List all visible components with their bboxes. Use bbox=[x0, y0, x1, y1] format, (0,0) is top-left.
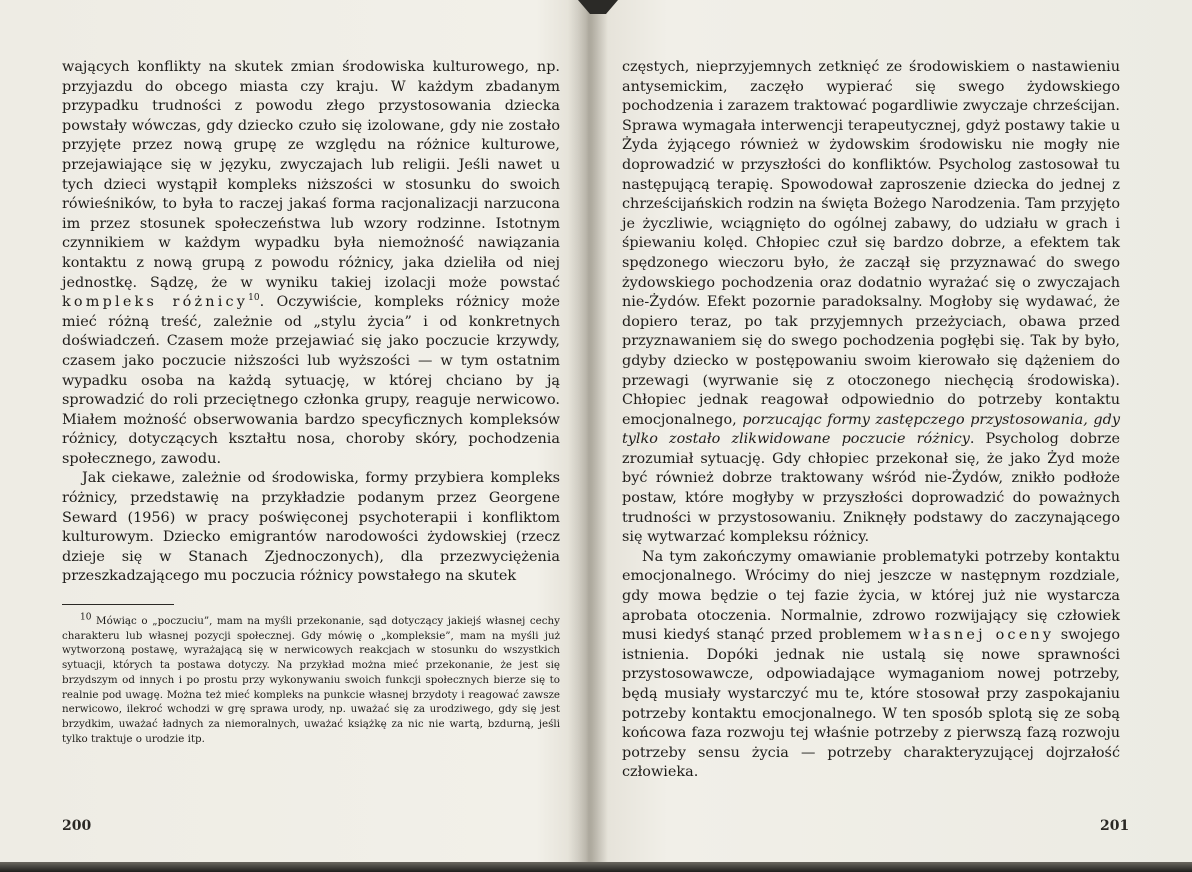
right-paragraph-1: częstych, nieprzyjemnych zetknięć ze środowiskiem o nastawieniu antysemickim, zaczęło wypierać się swego żydowskiego pochodzenia i zarazem traktować pogardliwie zwyczaje chrześcijan. Sprawa wymagała interwencji terapeutycznej, gdyż postawy takie u Żyda żyjącego również w żydowskim środowisku nie mogły nie doprowadzić w przyszłości do konfliktów. Psycholog zastosował tu następującą terapię. Spowodował zaproszenie dziecka do jednej z chrześcijańskich rodzin na święta Bożego Narodzenia. Tam przyjęto je życzliwie, wciągnięto do ogólnej zabawy, do udziału w grach i śpiewaniu kolęd. Chłopiec czuł się bardzo dobrze, a efektem tak spędzonego wieczoru było, że zaczął się przyznawać do swego żydowskiego pochodzenia oraz dodatnio wyrażać się o zwyczajach nie-Żydów. Efekt pozornie paradoksalny. Mogłoby się wydawać, że dopiero teraz, po tak przyjemnych przeżyciach, obawa przed przyznawaniem się do swego pochodzenia pogłębi się. Tak by było, gdyby dziecko w postępowaniu swoim kierowało się dążeniem do przewagi (wyrwanie się z otoczonego niechęcią środowiska). Chłopiec jednak reagował odpowiednio do potrzeby kontaktu emocjonalnego, porzucając formy zastępczego przystosowania, gdy tylko zostało zlikwidowane poczucie różnicy. Psycholog dobrze zrozumiał sytuację. Gdy chłopiec przekonał się, że jako Żyd może być również dobrze traktowany wśród nie-Żydów, znikło podłoże postaw, które mogłyby w przyszłości doprowadzić do poważnych trudności w przystosowaniu. Zniknęły podstawy do zaczynającego się wytwarzać kompleksu różnicy. bbox=[622, 59, 1121, 546]
book-spine bbox=[568, 0, 608, 872]
footnote-marker: 10 bbox=[80, 612, 92, 623]
page-number-right: 201 bbox=[1100, 818, 1130, 834]
left-paragraph-1: wających konflikty na skutek zmian środowiska kulturowego, np. przyjazdu do obcego miasta czy kraju. W każdym zbadanym przypadku trudności z powodu złego przystosowania dziecka powstały wówczas, gdy dziecko czuło się izolowane, gdy nie zostało przyjęte przez nową grupę ze względu na różnice kulturowe, przejawiające się w języku, zwyczajach lub religii. Jeśli nawet u tych dzieci wystąpił kompleks niższości w stosunku do swoich rówieśników, to była to raczej jakaś forma racjonalizacji narzucona im przez stosunek społeczeństwa lub wzory rodzinne. Istotnym czynnikiem w każdym wypadku była niemożność nawiązania kontaktu z nową grupą z powodu różnicy, jaka dzieliła od niej jednostkę. Sądzę, że w wyniku takiej izolacji może powstać kompleks różnicy$^{10}$. Oczywiście, kompleks różnicy może mieć różną treść, zależnie od „stylu życia” i od konkretnych doświadczeń. Czasem może przejawiać się jako poczucie krzywdy, czasem jako poczucie niższości lub wyższości — w tym ostatnim wypadku osoba na każdą sytuację, w której chciano by ją sprowadzić do roli przeciętnego członka grupy, reaguje nerwicowo. Miałem możność obserwowania bardzo specyficznych kompleksów różnicy, dotyczących kształtu nosa, choroby skóry, pochodzenia społecznego, zawodu. bbox=[62, 59, 560, 467]
footnote-ref[interactable]: 10 bbox=[248, 293, 260, 304]
footnote-divider bbox=[62, 604, 174, 605]
footnote-section bbox=[62, 604, 560, 746]
term-wlasnej-oceny: własnej oceny bbox=[908, 627, 1055, 644]
right-page-body bbox=[622, 58, 1120, 783]
left-paragraph-2: Jak ciekawe, zależnie od środowiska, formy przybiera kompleks różnicy, przedstawię na przykładzie podanym przez Georgene Seward (1956) w pracy poświęconej psychoterapii i konfliktom kulturowym. Dziecko emigrantów narodowości żydowskiej (rzecz dzieje się w Stanach Zjednoczonych), dla przezwyciężenia przeszkadzającego mu poczucia różnicy powstałego na skutek bbox=[62, 470, 560, 585]
left-page bbox=[62, 58, 560, 745]
italic-emphasis: porzucając formy zastępczego przystosowania, gdy tylko zostało zlikwidowane poczucie różnicy bbox=[622, 411, 1120, 448]
right-page bbox=[622, 58, 1120, 783]
left-page-body bbox=[62, 58, 560, 587]
right-paragraph-2: Na tym zakończymy omawianie problematyki potrzeby kontaktu emocjonalnego. Wrócimy do niej jeszcze w następnym rozdziale, gdy mowa będzie o tej fazie życia, w której już nie wystarcza aprobata otoczenia. Normalnie, zdrowo rozwijający się człowiek musi kiedyś stanąć przed problemem własnej oceny swojego istnienia. Dopóki jednak nie ustalą się nowe sprawności przystosowawcze, odpowiadające wymaganiom nowej potrzeby, będą musiały wystarczyć mu te, które stosował przy zaspokajaniu potrzeby kontaktu emocjonalnego. W ten sposób splotą się ze sobą końcowa faza rozwoju tej właśnie potrzeby z pierwszą fazą rozwoju potrzeby sensu życia — potrzeby charakteryzującej dojrzałość człowieka. bbox=[622, 548, 1120, 781]
footnote-10: $^{10}$ Mówiąc o „poczuciu”, mam na myśli przekonanie, sąd dotyczący jakiejś własnej cechy charakteru lub własnej pozycji społecznej. Gdy mówię o „kompleksie”, mam na myśli już wytworzoną postawę, wyrażającą się w nerwicowych reakcjach w stosunku do wszystkich sytuacji, których ta postawa dotyczy. Na przykład można mieć przekonanie, że jest się brzydszym od innych i po prostu przy wykonywaniu swoich funkcji społecznych bierze się to realnie pod uwagę. Można też mieć kompleks na punkcie własnej brzydoty i reagować zawsze nerwicowo, ilekroć wchodzi w grę sprawa urody, np. uważać się za urodziwego, gdy się jest brzydkim, uważać ładnych za niemoralnych, uważać książkę za nic nie wartą, bzdurną, jeśli tylko traktuje o urodzie itp. bbox=[62, 612, 560, 745]
term-kompleks-roznicy: kompleks różnicy bbox=[62, 294, 249, 311]
scan-edge bbox=[0, 862, 1192, 872]
page-number-left: 200 bbox=[62, 818, 92, 834]
